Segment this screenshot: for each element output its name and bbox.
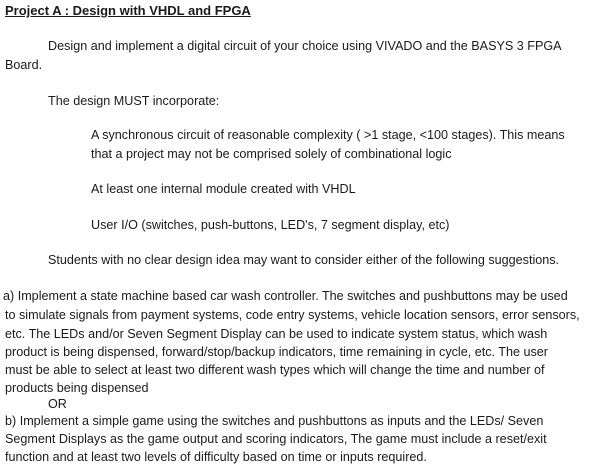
- suggestions-intro: Students with no clear design idea may want to consider either of the following suggestions.: [48, 253, 560, 267]
- intro-text-line-2: Board.: [5, 58, 43, 72]
- option-a-line-2: to simulate signals from payment systems, code entry systems, vehicle location sensors, error sensors,: [5, 308, 580, 322]
- option-a-line-5: must be able to select at least two different wash types which will change the time and number of: [5, 363, 545, 377]
- requirement-synchronous-line-2: that a project may not be comprised solely of combinational logic: [91, 147, 452, 161]
- requirement-vhdl-module: At least one internal module created with VHDL: [91, 182, 356, 196]
- or-separator: OR: [48, 397, 67, 411]
- option-b-line-2: Segment Displays as the game output and scoring indicators, The game must include a reset/exit: [5, 432, 547, 446]
- requirement-user-io: User I/O (switches, push-buttons, LED's, 7 segment display, etc): [91, 218, 450, 232]
- option-b-line-1: b) Implement a simple game using the switches and pushbuttons as inputs and the LEDs/ Seven: [5, 414, 544, 428]
- option-a-line-1: a) Implement a state machine based car wash controller. The switches and pushbuttons may be used: [3, 289, 568, 303]
- option-a-line-3: etc. The LEDs and/or Seven Segment Display can be used to indicate system status, which wash: [5, 327, 548, 341]
- intro-text-line-1: Design and implement a digital circuit of your choice using VIVADO and the BASYS 3 FPGA: [48, 39, 562, 53]
- option-a-line-4: product is being dispensed, forward/stop/backup indicators, time remaining in cycle, etc. The user: [5, 345, 548, 359]
- page-title: Project A : Design with VHDL and FPGA: [5, 3, 251, 18]
- option-b-line-3: function and at least two levels of difficulty based on time or inputs required.: [5, 450, 427, 464]
- requirements-heading: The design MUST incorporate:: [48, 94, 220, 108]
- option-a-line-6: products being dispensed: [5, 381, 149, 395]
- requirement-synchronous-line-1: A synchronous circuit of reasonable complexity ( >1 stage, <100 stages). This means: [91, 128, 565, 142]
